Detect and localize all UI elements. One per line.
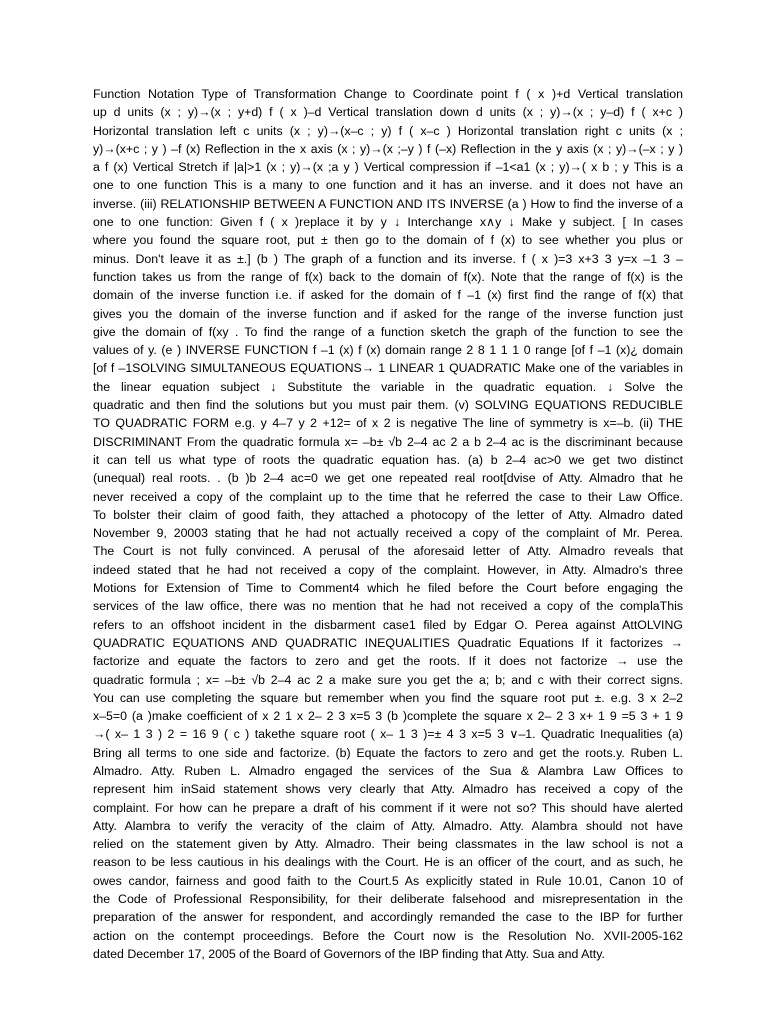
text-line: You can use completing the square but remember when you find the square root put ±. e.g. 3 x 2–2	[93, 690, 683, 705]
text-line: TO QUADRATIC FORM e.g. y 4–7 y 2 +12= of x 2 is negative The line of symmetry is x=–b. (ii) THE	[93, 416, 683, 431]
text-line: give the domain of f(xy . To find the range of a function sketch the graph of the function to see the	[93, 324, 683, 339]
text-line: action on the contempt proceedings. Before the Court now is the Resolution No. XVII-2005-162	[93, 928, 683, 943]
text-line: DISCRIMINANT From the quadratic formula x= –b± √b 2–4 ac 2 a b 2–4 ac is the discriminant because	[93, 434, 683, 449]
text-line: gives you the domain of the inverse function and if asked for the range of the inverse function just	[93, 306, 683, 321]
text-line: quadratic formula ; x= –b± √b 2–4 ac 2 a make sure you get the a; b; and c with their correct signs.	[93, 672, 683, 687]
text-line: reason to be less cautious in his dealings with the Court. He is an officer of the court, and as such, he	[93, 855, 683, 870]
text-line: the linear equation subject ↓ Substitute the variable in the quadratic equation. ↓ Solve the	[93, 379, 683, 394]
text-line: [of f –1SOLVING SIMULTANEOUS EQUATIONS→ 1 LINEAR 1 QUADRATIC Make one of the variables in	[93, 361, 683, 376]
text-line: relied on the statement given by Atty. Almadro. Their being classmates in the law school is not a	[93, 837, 683, 852]
text-line: inverse. (iii) RELATIONSHIP BETWEEN A FUNCTION AND ITS INVERSE (a ) How to find the inverse of a	[93, 196, 683, 211]
text-line: November 9, 20003 stating that he had not actually received a copy of the complaint of Mr. Perea.	[93, 526, 683, 541]
text-line: never received a copy of the complaint up to the time that he referred the case to their Law Office.	[93, 489, 683, 504]
text-line: one to one function: Given f ( x )replace it by y ↓ Interchange x∧y ↓ Make y subject. [ In cases	[93, 215, 683, 230]
text-line: y)→(x+c ; y ) –f (x) Reflection in the x axis (x ; y)→(x ;–y ) f (–x) Reflection in the y axis (x ; y)→(–x ; y )	[93, 141, 683, 156]
text-line: refers to an offshoot incident in the disbarment case1 filed by Edgar O. Perea against AttOLVING	[93, 617, 683, 632]
text-line: Function Notation Type of Transformation Change to Coordinate point f ( x )+d Vertical translation	[93, 87, 683, 101]
text-line: Almadro. Atty. Ruben L. Almadro engaged the services of the Sua & Alambra Law Offices to	[93, 763, 683, 778]
text-line: indeed stated that he had not received a copy of the complaint. However, in Atty. Almadro's three	[93, 562, 683, 577]
text-line: function takes us from the range of f(x) back to the domain of f(x). Note that the range of f(x) is the	[93, 269, 683, 284]
document-body	[93, 85, 683, 963]
text-line: owes candor, fairness and good faith to the Court.5 As explicitly stated in Rule 10.01, Canon 10 of	[93, 873, 683, 888]
text-line: quadratic and then find the solutions but you must pair them. (v) SOLVING EQUATIONS REDUCIBLE	[93, 398, 683, 413]
text-line: QUADRATIC EQUATIONS AND QUADRATIC INEQUALITIES Quadratic Equations If it factorizes →	[93, 635, 683, 650]
text-line: (unequal) real roots. . (b )b 2–4 ac=0 we get one repeated real root[dvise of Atty. Almadro that he	[93, 471, 683, 486]
text-line: up d units (x ; y)→(x ; y+d) f ( x )–d Vertical translation down d units (x ; y)→(x ; y–d) f ( x+c )	[93, 105, 683, 120]
text-line: The Court is not fully convinced. A perusal of the aforesaid letter of Atty. Almadro reveals that	[93, 544, 683, 559]
text-line: services of the law office, there was no mention that he had not received a copy of the complaThis	[93, 599, 683, 614]
text-line: where you found the square root, put ± then go to the domain of f (x) to see whether you plus or	[93, 233, 683, 248]
text-line: Horizontal translation left c units (x ; y)→(x–c ; y) f ( x–c ) Horizontal translation right c units (x ;	[93, 123, 683, 138]
text-line: preparation of the answer for respondent, and accordingly remanded the case to the IBP for further	[93, 910, 683, 925]
text-line: Bring all terms to one side and factorize. (b) Equate the factors to zero and get the roots.y. Ruben L.	[93, 745, 683, 760]
text-line: domain of the inverse function i.e. if asked for the domain of f –1 (x) first find the range of f(x) that	[93, 288, 683, 303]
text-line: values of y. (e ) INVERSE FUNCTION f –1 (x) f (x) domain range 2 8 1 1 1 0 range [of f –1 (x)¿ domain	[93, 343, 683, 358]
text-line: factorize and equate the factors to zero and get the roots. If it does not factorize → use the	[93, 654, 683, 669]
text-line: the Code of Professional Responsibility, for their deliberate falsehood and misrepresentation in the	[93, 892, 683, 907]
text-line: →( x– 1 3 ) 2 = 16 9 ( c ) takethe square root ( x– 1 3 )=± 4 3 x=5 3 ∨–1. Quadratic Inequalities (a)	[93, 727, 683, 742]
text-line: minus. Don't leave it as ±.] (b ) The graph of a function and its inverse. f ( x )=3 x+3 3 y=x –1 3 –	[93, 251, 683, 266]
text-line: one to one function This is a many to one function and it has an inverse. and it does not have an	[93, 178, 683, 193]
text-line: x–5=0 (a )make coefficient of x 2 1 x 2– 2 3 x=5 3 (b )complete the square x 2– 2 3 x+ 1 9 =5 3 + 1 9	[93, 709, 683, 724]
text-line: To bolster their claim of good faith, they attached a photocopy of the letter of Atty. Almadro dated	[93, 507, 683, 522]
text-line: represent him inSaid statement shows very clearly that Atty. Almadro has received a copy of the	[93, 782, 683, 797]
text-line: it can tell us what type of roots the quadratic equation has. (a) b 2–4 ac>0 we get two distinct	[93, 452, 683, 467]
text-line: dated December 17, 2005 of the Board of Governors of the IBP finding that Atty. Sua and Atty.	[93, 946, 605, 961]
text-line: a f (x) Vertical Stretch if |a|>1 (x ; y)→(x ;a y ) Vertical compression if –1<a1 (x ; y)→( x b ; y This is a	[93, 160, 683, 175]
text-line: Atty. Alambra to verify the veracity of the claim of Atty. Almadro. Atty. Alambra should not have	[93, 818, 683, 833]
text-line: complaint. For how can he prepare a draft of his comment if it were not so? This should have alerted	[93, 800, 683, 815]
text-line: Motions for Extension of Time to Comment4 which he filed before the Court before engaging the	[93, 581, 683, 596]
